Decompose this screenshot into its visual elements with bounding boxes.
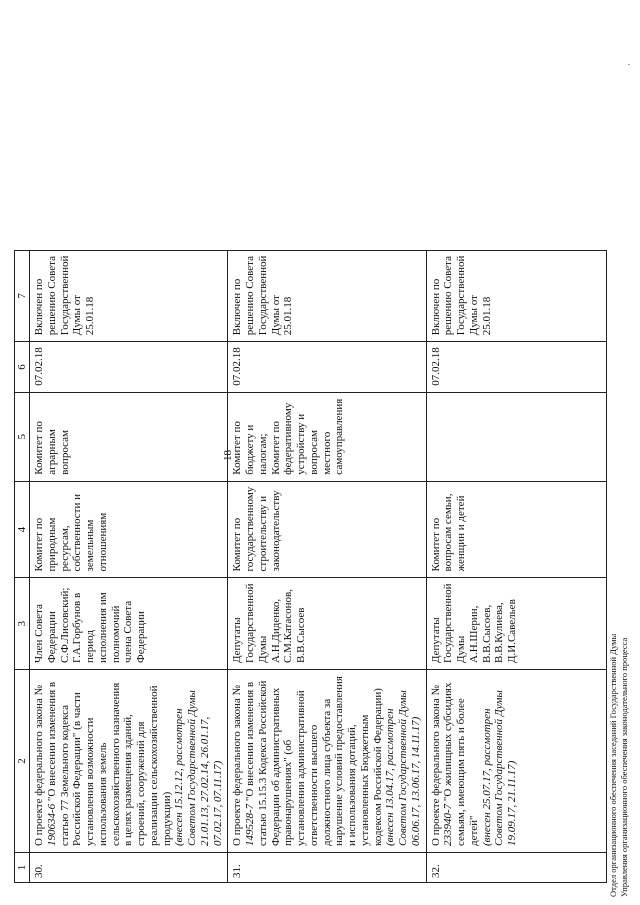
table-row <box>228 250 426 882</box>
bill-number: 149528-7 <box>244 803 256 846</box>
col-header-2: 2 <box>15 670 30 853</box>
review-date: 07.02.18 <box>426 342 606 393</box>
bill-history-note: (внесен 13.04.17, рассмотрен Советом Государственной Думы 06.06.17, 13.06.17, 14.11.17) <box>384 690 422 846</box>
col-header-4: 4 <box>15 481 30 578</box>
bill-title: "О внесении изменения в статью 77 Земельного кодекса Российской Федерации" (в части установления возможности использования земель сельскохозяйственного назначения в целях размещения зданий, строений, сооружений для реализации сельскохозяйственной продукции) <box>45 681 173 846</box>
footer-directorate-line: Управления организационного обеспечения законодательного процесса <box>619 637 629 897</box>
bill-description <box>228 670 426 853</box>
co-executor-committees: Комитет по аграрным вопросам <box>30 392 228 481</box>
bill-number: 233940-7 <box>442 803 455 846</box>
bill-intro: О проекте федерального закона № <box>231 685 244 846</box>
col-header-1: 1 <box>15 853 30 883</box>
col-header-5: 5 <box>15 392 30 481</box>
co-executor-committees: Комитет по бюджету и налогам; Комитет по федеративному устройству и вопросам местного самоуправления <box>228 392 426 481</box>
page-number: 18 <box>222 450 234 461</box>
bill-title: "О внесении изменения в статью 15.15.3 Кодекса Российской Федерации об административных правонарушениях" (об установлении административной ответственности высшего должностного лица субъекта за нарушение условий предоставления и использования дотаций, установленных Бюджетным кодексом Российской Федерации) <box>244 676 384 846</box>
bill-intro: О проекте федерального закона № <box>33 685 45 846</box>
agenda-table <box>14 250 607 883</box>
inclusion-decision: Включен по решению Совета Государственной Думы от 25.01.18 <box>30 250 228 342</box>
bill-description <box>30 670 228 853</box>
co-executor-committees <box>426 392 606 481</box>
table-row <box>30 250 228 882</box>
bill-history-note: (внесен 25.07.17, рассмотрен Советом Государственной Думы 19.09.17, 21.11.17) <box>480 690 518 846</box>
bill-title: "О жилищных субсидиях семьям, имеющим пять и более детей" <box>442 682 480 846</box>
row-number: 30. <box>30 853 228 883</box>
responsible-committee: Комитет по природным ресурсам, собственности и земельным отношениям <box>30 481 228 578</box>
bill-authors: Депутаты Государственной Думы А.Н.Шерин, В.В.Сысоев, В.В.Кулиева, Д.И.Савельев <box>426 578 606 670</box>
margin-mark: · <box>624 63 634 66</box>
responsible-committee: Комитет по государственному строительству и законодательству <box>228 481 426 578</box>
col-header-7: 7 <box>15 250 30 342</box>
inclusion-decision: Включен по решению Совета Государственной Думы от 25.01.18 <box>426 250 606 342</box>
responsible-committee: Комитет по вопросам семьи, женщин и детей <box>426 481 606 578</box>
table-row <box>426 250 606 882</box>
bill-description <box>426 670 606 853</box>
footer-department-line: Отдел организационного обеспечения заседаний Государственной Думы <box>608 633 618 897</box>
review-date: 07.02.18 <box>30 342 228 393</box>
review-date: 07.02.18 <box>228 342 426 393</box>
row-number: 32. <box>426 853 606 883</box>
bill-history-note: (внесен 15.12.12, рассмотрен Советом Государственной Думы 21.01.13, 27.02.14, 26.01.17, 07.02.17, 07.11.17) <box>173 690 224 846</box>
col-header-6: 6 <box>15 342 30 393</box>
bill-authors: Член Совета Федерации С.Ф.Лисовский; Г.А.Горбунов в период исполнения им полномочий члена Совета Федерации <box>30 578 228 670</box>
header-row <box>15 250 30 882</box>
bill-number: 190634-6 <box>45 803 58 846</box>
bill-authors: Депутаты Государственной Думы А.Н.Диденко, С.М.Катасонов, В.В.Сысоев <box>228 578 426 670</box>
row-number: 31. <box>228 853 426 883</box>
col-header-3: 3 <box>15 578 30 670</box>
bill-intro: О проекте федерального закона № <box>429 685 442 846</box>
inclusion-decision: Включен по решению Совета Государственной Думы от 25.01.18 <box>228 250 426 342</box>
